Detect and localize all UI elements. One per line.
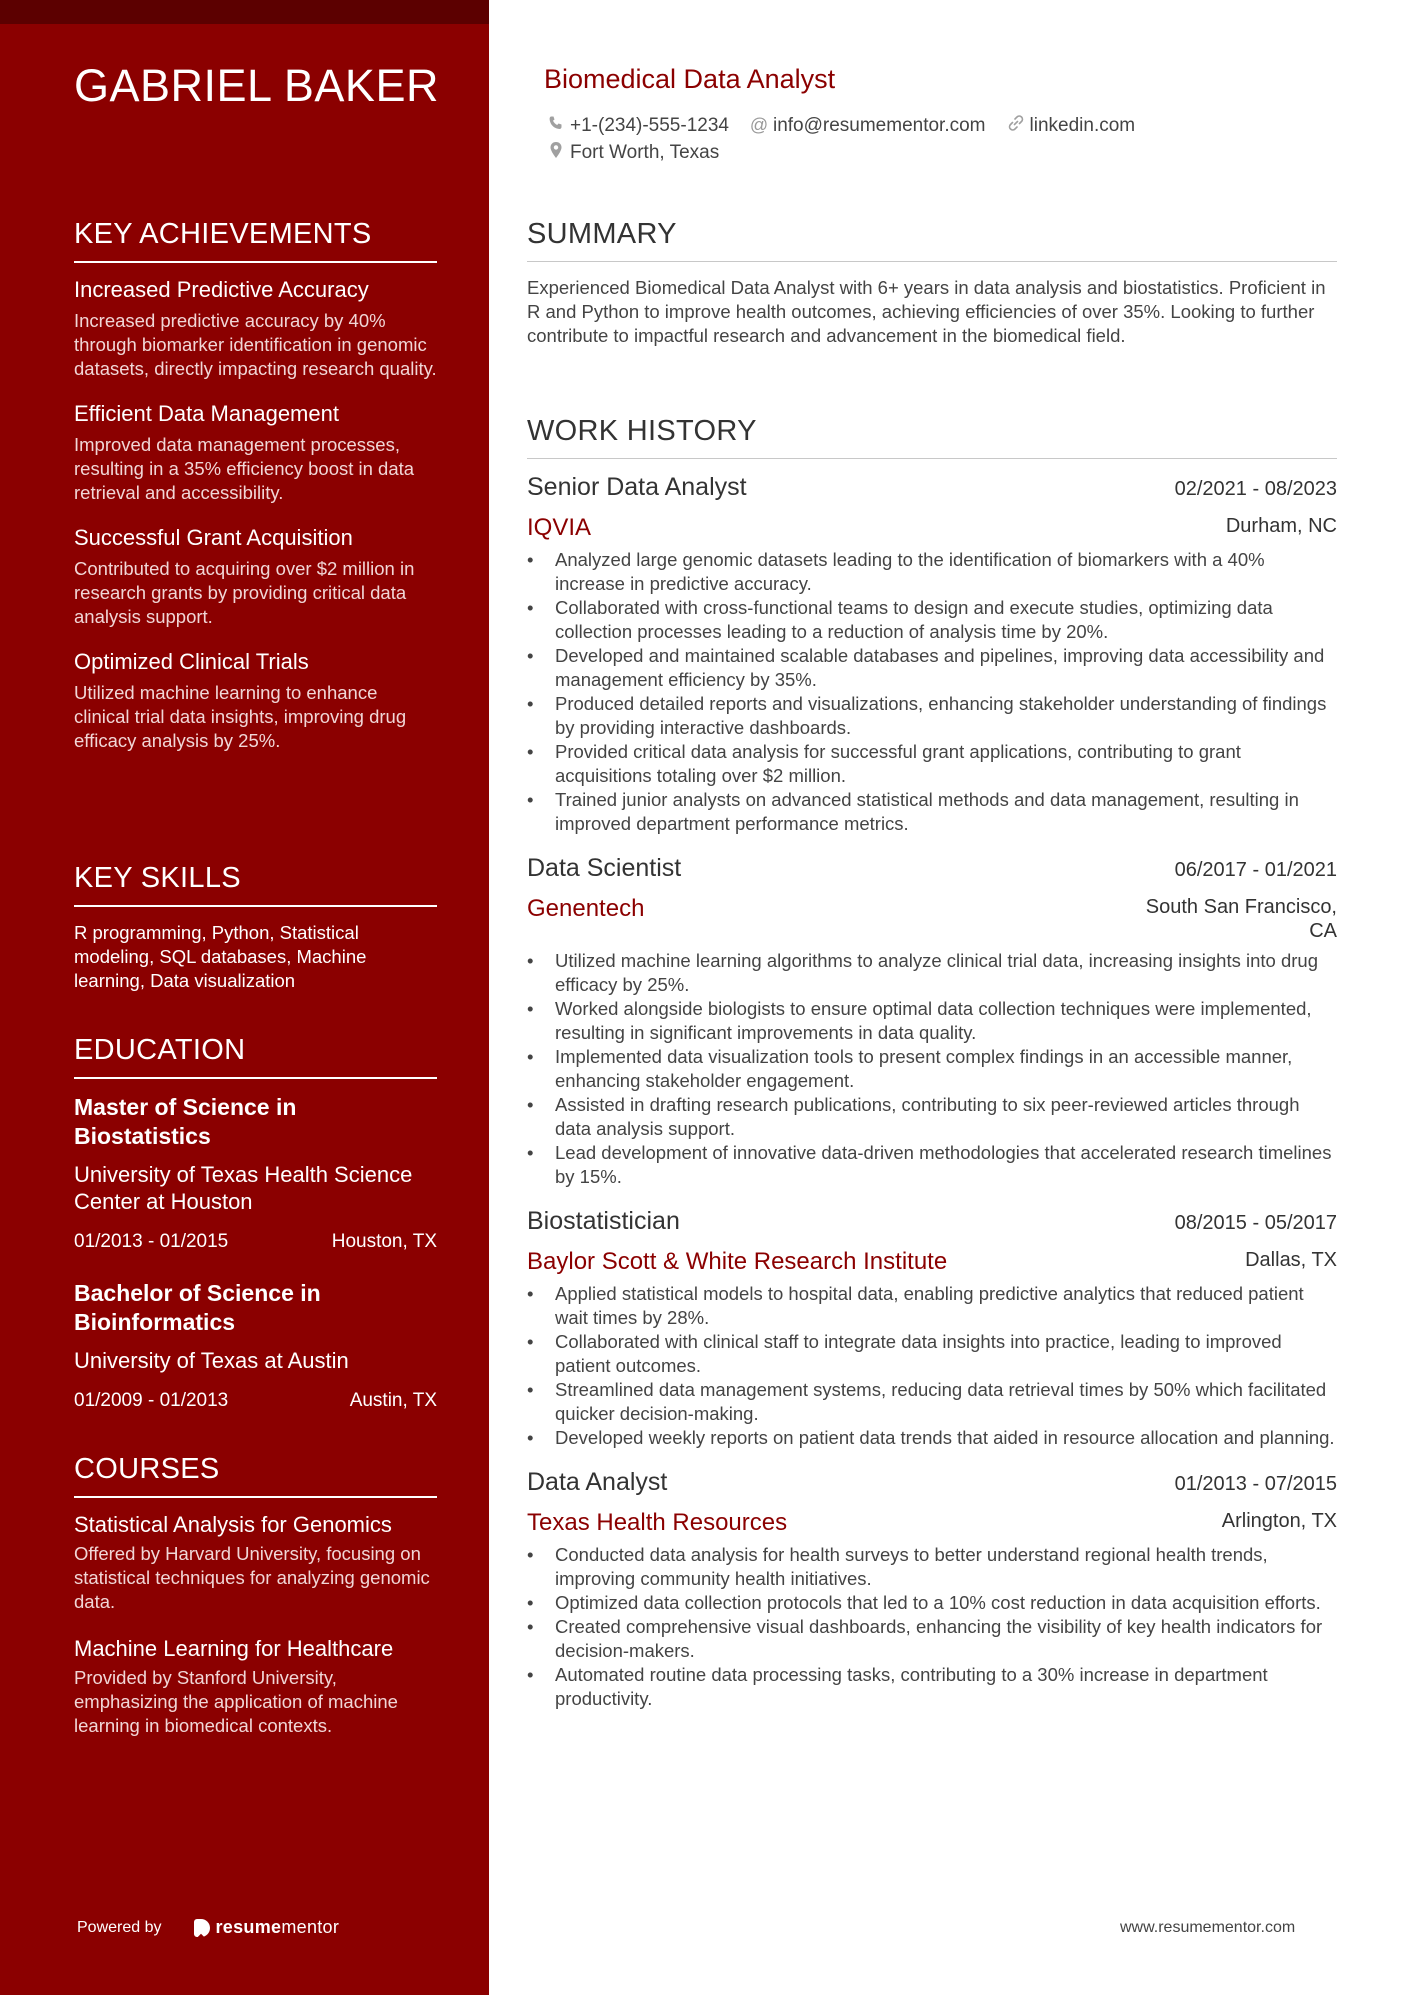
at-icon: @ [749, 115, 769, 135]
summary-text: Experienced Biomedical Data Analyst with 6+ years in data analysis and biostatistics. Proficient in R and Python to improve health outcomes, achieving efficiencies of over 35%. Looking to further contribute to impactful research and advancement in the biomedical field. [527, 277, 1326, 346]
job-bullet: • Optimized data collection protocols that led to a 10% cost reduction in data acquisition efforts. [527, 1591, 1337, 1615]
job-bullet: • Lead development of innovative data-driven methodologies that accelerated research timelines by 15%. [527, 1141, 1337, 1189]
location-pin-icon [546, 141, 566, 164]
education-heading: EDUCATION [74, 1034, 437, 1079]
course-title: Machine Learning for Healthcare [74, 1636, 394, 1661]
contact-row-1 [546, 114, 1155, 137]
email-contact[interactable] [749, 115, 986, 137]
job-title: Biomedical Data Analyst [544, 64, 836, 94]
job-dates: 02/2021 - 08/2023 [1174, 478, 1337, 500]
achievement-title: Efficient Data Management [74, 401, 339, 426]
job-company: Genentech [527, 895, 645, 922]
brand-logo[interactable] [194, 1917, 340, 1938]
achievement-desc: Increased predictive accuracy by 40% through biomarker identification in genomic datasets, directly impacting research quality. [74, 310, 437, 379]
education-location: Austin, TX [349, 1390, 437, 1411]
skills-list: R programming, Python, Statistical modeling, SQL databases, Machine learning, Data visualization [74, 922, 367, 991]
job-dates: 06/2017 - 01/2021 [1174, 859, 1337, 881]
job-bullet: • Collaborated with cross-functional teams to design and execute studies, optimizing data collection processes leading to a reduction of analysis time by 20%. [527, 596, 1337, 644]
brand-logo-icon [194, 1919, 210, 1937]
contact-row-2 [546, 141, 739, 164]
job-bullet: • Developed and maintained scalable databases and pipelines, improving data accessibility and management efficiency by 35%. [527, 644, 1337, 692]
job-bullet: • Streamlined data management systems, reducing data retrieval times by 50% which facilitated quicker decision-making. [527, 1378, 1337, 1426]
job-bullet: • Produced detailed reports and visualizations, enhancing stakeholder understanding of findings by providing interactive dashboards. [527, 692, 1337, 740]
job-dates: 01/2013 - 07/2015 [1174, 1473, 1337, 1495]
job-bullet: • Applied statistical models to hospital data, enabling predictive analytics that reduced patient wait times by 28%. [527, 1282, 1337, 1330]
job-location: Arlington, TX [1221, 1510, 1337, 1532]
education-school: University of Texas Health Science Center at Houston [74, 1162, 413, 1214]
job-company: IQVIA [527, 514, 592, 541]
job-bullet: • Utilized machine learning algorithms to analyze clinical trial data, increasing insights into drug efficacy by 25%. [527, 949, 1337, 997]
achievement-desc: Utilized machine learning to enhance clinical trial data insights, improving drug efficacy analysis by 25%. [74, 682, 407, 751]
powered-by [77, 1917, 339, 1938]
brand-name-bold: resume [215, 1917, 282, 1937]
job-location: South San Francisco, CA [1145, 896, 1337, 942]
job-dates: 08/2015 - 05/2017 [1174, 1212, 1337, 1234]
achievement-title: Increased Predictive Accuracy [74, 277, 369, 302]
job-bullet: • Provided critical data analysis for successful grant applications, contributing to grant acquisitions totaling over $2 million. [527, 740, 1337, 788]
job-bullet: • Analyzed large genomic datasets leading to the identification of biomarkers with a 40% increase in predictive accuracy. [527, 548, 1337, 596]
link-icon [1006, 114, 1026, 137]
course-desc: Offered by Harvard University, focusing on statistical techniques for analyzing genomic data. [74, 1543, 430, 1612]
job-bullet: • Developed weekly reports on patient data trends that aided in resource allocation and planning. [527, 1426, 1337, 1450]
summary-heading: SUMMARY [527, 218, 1337, 262]
course-item [74, 1636, 437, 1738]
achievement-title: Successful Grant Acquisition [74, 525, 353, 550]
work-history-heading: WORK HISTORY [527, 415, 1337, 459]
courses-section [74, 1453, 437, 1760]
job-bullets [527, 1543, 1337, 1711]
job-entry [527, 1207, 1337, 1450]
job-entry [527, 854, 1337, 1189]
achievement-desc: Contributed to acquiring over $2 million in research grants by providing critical data analysis support. [74, 558, 415, 627]
education-school: University of Texas at Austin [74, 1348, 349, 1373]
achievement-item [74, 277, 437, 381]
achievement-desc: Improved data management processes, resulting in a 35% efficiency boost in data retrieval and accessibility. [74, 434, 415, 503]
achievement-item [74, 401, 437, 505]
job-bullet: • Worked alongside biologists to ensure optimal data collection techniques were implemented, resulting in significant improvements in data quality. [527, 997, 1337, 1045]
job-bullet: • Assisted in drafting research publications, contributing to six peer-reviewed articles through data analysis support. [527, 1093, 1337, 1141]
location-contact [546, 141, 719, 164]
job-bullets [527, 1282, 1337, 1450]
location-text: Fort Worth, Texas [570, 141, 720, 163]
course-desc: Provided by Stanford University, emphasizing the application of machine learning in biomedical contexts. [74, 1667, 398, 1736]
candidate-name: GABRIEL BAKER [74, 60, 439, 111]
education-dates: 01/2009 - 01/2013 [74, 1390, 229, 1411]
job-entry [527, 1468, 1337, 1711]
job-position: Data Analyst [527, 1468, 668, 1496]
achievement-item [74, 525, 437, 629]
job-bullet: • Conducted data analysis for health surveys to better understand regional health trends, improving community health initiatives. [527, 1543, 1337, 1591]
education-dates: 01/2013 - 01/2015 [74, 1231, 229, 1252]
job-position: Data Scientist [527, 854, 682, 882]
job-bullet: • Automated routine data processing tasks, contributing to a 30% increase in department productivity. [527, 1663, 1337, 1711]
education-item [74, 1093, 437, 1253]
job-company: Texas Health Resources [527, 1509, 788, 1536]
job-entry [527, 473, 1337, 836]
linkedin-text: linkedin.com [1029, 114, 1136, 136]
education-section [74, 1034, 437, 1438]
phone-text: +1-(234)-555-1234 [570, 114, 729, 136]
linkedin-contact[interactable] [1006, 114, 1136, 137]
education-degree: Master of Science in Biostatistics [74, 1094, 297, 1149]
summary-section [527, 218, 1337, 348]
job-company: Baylor Scott & White Research Institute [527, 1248, 948, 1275]
skills-section [74, 862, 437, 993]
footer-url[interactable]: www.resumementor.com [1120, 1919, 1296, 1936]
job-bullet: • Created comprehensive visual dashboards, enhancing the visibility of key health indicators for decision-makers. [527, 1615, 1337, 1663]
education-degree: Bachelor of Science in Bioinformatics [74, 1280, 321, 1335]
job-bullet: • Implemented data visualization tools to present complex findings in an accessible manner, enhancing stakeholder engagement. [527, 1045, 1337, 1093]
job-bullet: • Collaborated with clinical staff to integrate data insights into practice, leading to improved patient outcomes. [527, 1330, 1337, 1378]
course-title: Statistical Analysis for Genomics [74, 1512, 392, 1537]
phone-contact[interactable] [546, 115, 729, 137]
job-location: Dallas, TX [1245, 1249, 1337, 1271]
courses-heading: COURSES [74, 1453, 437, 1498]
achievements-heading: KEY ACHIEVEMENTS [74, 218, 437, 263]
education-location: Houston, TX [331, 1231, 437, 1252]
phone-icon [546, 115, 566, 136]
job-position: Senior Data Analyst [527, 473, 747, 501]
brand-name-light: mentor [281, 1917, 340, 1937]
achievement-item [74, 649, 437, 753]
email-text: info@resumementor.com [772, 114, 986, 136]
job-position: Biostatistician [527, 1207, 680, 1235]
course-item [74, 1512, 437, 1614]
powered-by-label: Powered by [77, 1918, 162, 1936]
job-location: Durham, NC [1225, 515, 1337, 537]
job-bullet: • Trained junior analysts on advanced statistical methods and data management, resulting in improved department performance metrics. [527, 788, 1337, 836]
job-bullets [527, 949, 1337, 1189]
education-item [74, 1279, 437, 1412]
sidebar-top-band [0, 0, 489, 24]
achievement-title: Optimized Clinical Trials [74, 649, 309, 674]
work-history-section [527, 415, 1337, 1729]
sidebar [0, 0, 489, 1995]
job-bullets [527, 548, 1337, 836]
skills-heading: KEY SKILLS [74, 862, 437, 907]
achievements-section [74, 218, 437, 773]
